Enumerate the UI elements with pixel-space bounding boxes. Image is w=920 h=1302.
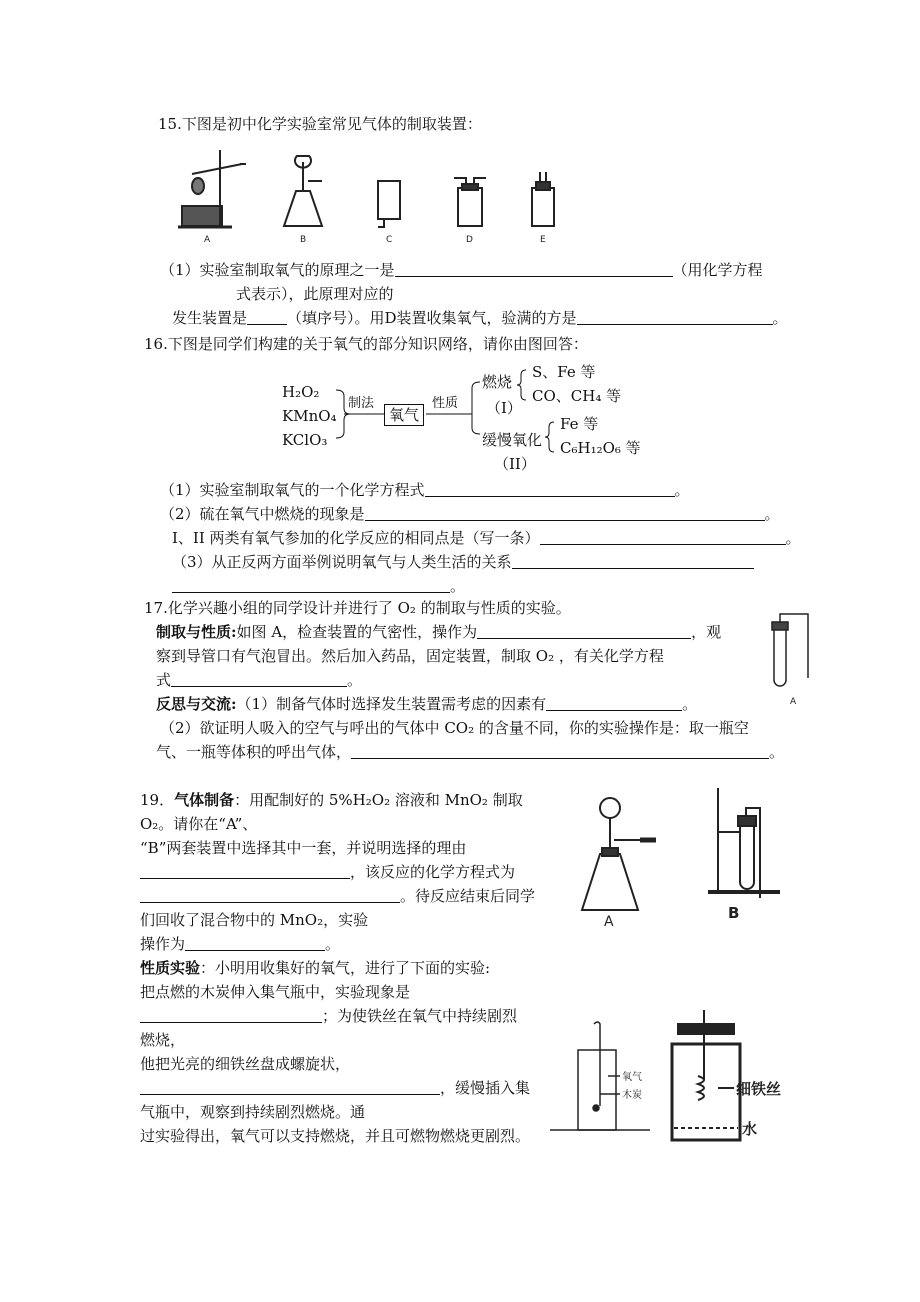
q19-line10: ；为使铁丝在氧气中持续剧烈 [140,1006,517,1026]
q15-part1-line2: 式表示），此原理对应的 [236,285,394,303]
q17-title: 17.化学兴趣小组的同学设计并进行了 O₂ 的制取与性质的实验。 [144,599,571,617]
q17-line3: 式 。 [156,671,363,689]
fig-label-e: E [540,235,546,245]
q15-part1-line3: 发生装置是 （填序号）。用D装置收集氧气，验满的方是 。 [172,309,788,327]
q19-iron-wire-jar-figure [658,1010,798,1140]
q19-line4: ，该反应的化学方程式为 [140,862,515,882]
net-class-ii: （II） [494,455,536,473]
net-method: 制法 [348,396,375,411]
q16-part3-line2: 。 [172,576,465,596]
q16-part3: （3）从正反两方面举例说明氧气与人类生活的关系 [172,552,754,572]
answer-blank[interactable] [140,864,350,879]
q19-line1: 19．气体制备：用配制好的 5%H₂O₂ 溶液和 MnO₂ 制取 [140,791,523,809]
fig-label-b: B [728,904,740,922]
answer-blank[interactable] [351,744,769,759]
q19-line11: 燃烧， [140,1031,186,1049]
label-oxygen: 氧气 [622,1072,642,1083]
net-burning: 燃烧 [482,373,513,391]
q19-line8: 性质实验：小明用收集好的氧气，进行了下面的实验: [140,959,491,977]
net-burn-example-2: CO、CH₄ 等 [532,387,622,405]
net-slow-example-2: C₆H₁₂O₆ 等 [560,439,641,457]
answer-blank[interactable] [247,310,287,325]
q19-line12: 他把光亮的细铁丝盘成螺旋状， [140,1055,351,1073]
q15-apparatus-figure [172,146,572,246]
q17-line6: 气、一瓶等体积的呼出气体， 。 [156,743,785,761]
q19-line14: 气瓶中，观察到持续剧烈燃烧。通 [140,1103,366,1121]
fig-label-b: B [300,235,307,245]
q17-line4: 反思与交流:（1）制备气体时选择发生装置需考虑的因素有 。 [156,695,698,713]
answer-blank[interactable] [425,482,675,497]
fig-label-a: A [790,697,797,707]
answer-blank[interactable] [512,554,754,569]
q19-line3: “B”两套装置中选择其中一套，并说明选择的理由 [140,839,467,857]
answer-blank[interactable] [140,888,400,903]
fig-label-a: A [204,235,211,245]
net-h2o2: H₂O₂ [282,383,320,401]
q19-line7: 操作为 。 [140,935,341,953]
net-burn-example-1: S、Fe 等 [532,363,596,381]
q17-test-tube-figure [760,608,820,708]
fig-label-c: C [386,235,393,245]
q15-part1-line1: （1）实验室制取氧气的原理之一是 （用化学方程 [160,261,763,279]
fig-label-d: D [466,235,473,245]
net-slow-example-1: Fe 等 [560,415,599,433]
q16-part1: （1）实验室制取氧气的一个化学方程式 。 [160,481,690,499]
label-water: 水 [742,1120,758,1138]
q17-line2: 察到导管口有气泡冒出。然后加入药品，固定装置，制取 O₂ ，有关化学方程 [156,647,664,665]
answer-blank[interactable] [185,936,325,951]
q16-title: 16.下图是同学们构建的关于氧气的部分知识网络，请你由图回答： [144,335,588,353]
answer-blank[interactable] [546,696,682,711]
answer-blank[interactable] [477,624,691,639]
q17-line5: （2）欲证明人吸入的空气与呼出的气体中 CO₂ 的含量不同，你的实验操作是：取一瓶空 [160,719,749,737]
q16-part2: （2）硫在氧气中燃烧的现象是 。 [160,505,780,523]
q16-part2b: I、II 两类有氧气参加的化学反应的相同点是（写一条） 。 [172,529,801,547]
answer-blank[interactable] [171,672,347,687]
q19-charcoal-jar-figure [550,1020,660,1140]
q19-apparatus-a-figure [570,790,660,930]
net-property: 性质 [432,396,459,411]
net-class-i: （I） [486,399,522,417]
q19-line15: 过实验得出，氧气可以支持燃烧，并且可燃物燃烧更剧烈。 [140,1127,531,1145]
q17-line1: 制取与性质:如图 A，检查装置的气密性，操作为 ，观 [156,623,722,641]
answer-blank[interactable] [172,578,450,593]
q15-title: 15.下图是初中化学实验室常见气体的制取装置： [158,115,482,133]
net-slow-oxidation: 缓慢氧化 [482,431,543,449]
oxygen-knowledge-network [280,358,660,478]
answer-blank[interactable] [395,262,673,277]
label-iron-wire: 细铁丝 [736,1080,782,1098]
q19-line2: O₂。请你在“A”、 [140,815,258,833]
net-connector-lines [280,358,660,478]
net-kclo3: KClO₃ [282,431,328,449]
fig-label-a: A [604,914,614,930]
answer-blank[interactable] [140,1080,440,1095]
net-kmno4: KMnO₄ [282,407,337,425]
label-charcoal: 木炭 [622,1090,642,1101]
q19-apparatus-b-figure [700,784,790,924]
answer-blank[interactable] [365,506,765,521]
q19-line13: ，缓慢插入集 [140,1078,530,1098]
net-oxygen-box: 氧气 [384,404,424,426]
q19-line5: 。待反应结束后同学 [140,886,535,906]
answer-blank[interactable] [577,310,773,325]
q19-line6: 们回收了混合物中的 MnO₂，实验 [140,911,369,929]
q19-line9: 把点燃的木炭伸入集气瓶中，实验现象是 [140,983,411,1001]
answer-blank[interactable] [140,1008,322,1023]
answer-blank[interactable] [540,530,786,545]
